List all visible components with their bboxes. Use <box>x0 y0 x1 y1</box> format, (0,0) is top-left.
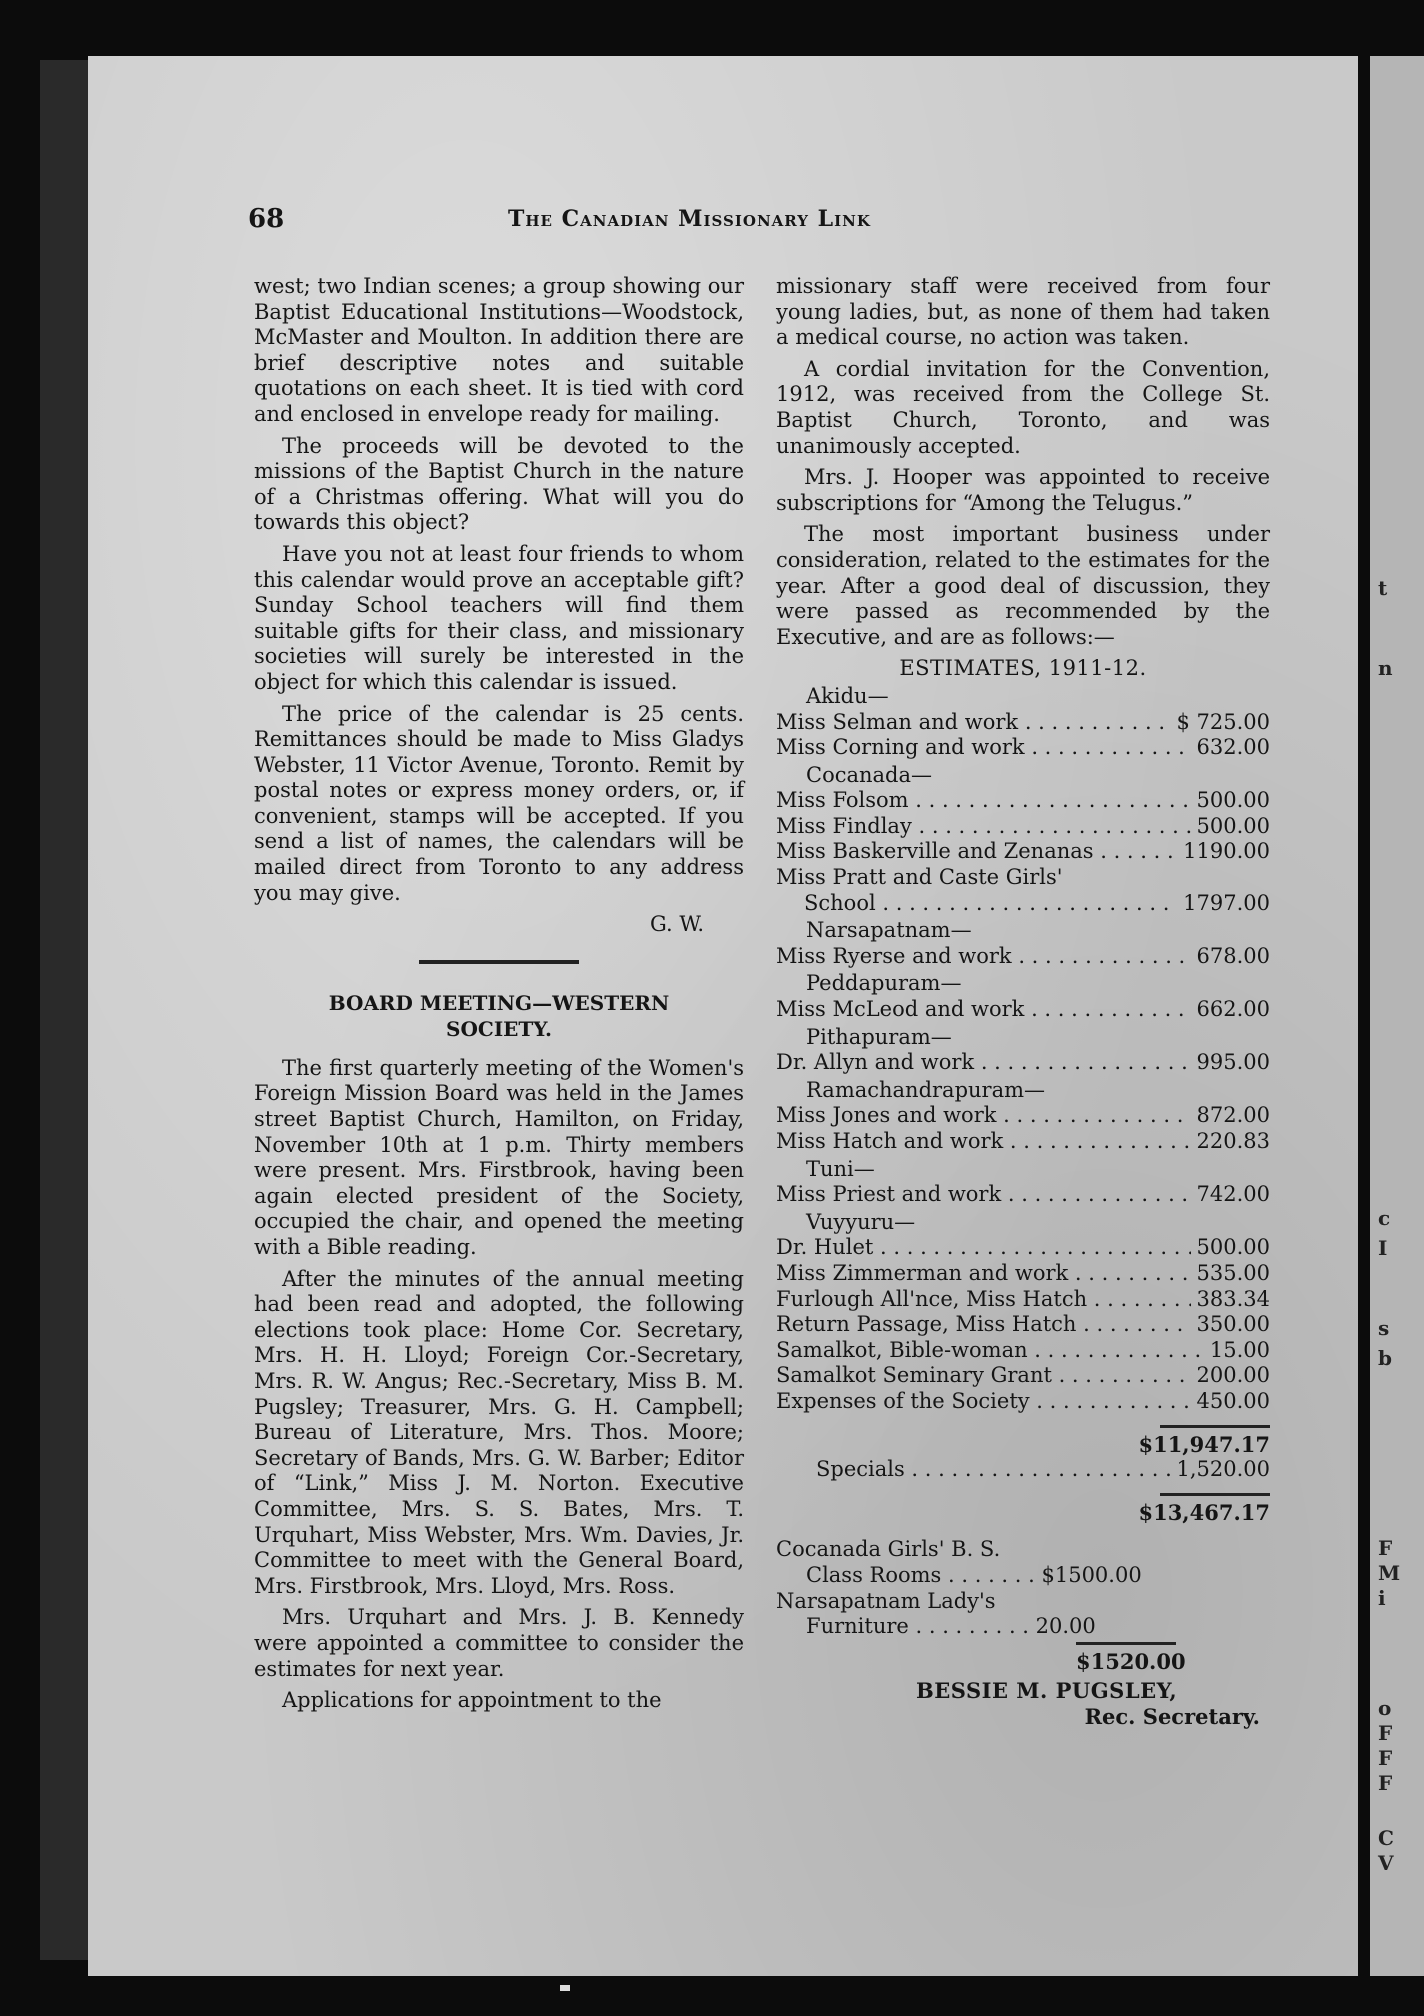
estimate-label: Samalkot Seminary Grant . . . <box>776 1363 1191 1389</box>
estimate-amount: 15.00 <box>1209 1337 1270 1362</box>
estimate-row <box>776 1050 1270 1076</box>
estimate-row <box>776 865 1270 891</box>
estimate-row <box>776 891 1270 917</box>
specials-item: Furniture . . . . . . . . . 20.00 <box>806 1614 1096 1639</box>
estimate-row <box>776 1129 1270 1155</box>
subtotal-rule <box>1160 1425 1270 1428</box>
station-heading: Tuni— <box>806 1156 875 1181</box>
section-title-line: SOCIETY. <box>446 1016 552 1041</box>
specials-item-label: Class Rooms <box>806 1562 942 1587</box>
estimate-row <box>776 997 1270 1023</box>
estimate-label: Miss Ryerse and work . . . <box>776 944 1191 970</box>
specials-item-amount: $1500.00 <box>1041 1562 1142 1587</box>
section-title-line: BOARD MEETING—WESTERN <box>328 990 670 1015</box>
estimate-row <box>776 839 1270 865</box>
page-header <box>248 204 968 244</box>
paragraph: Mrs. J. Hooper was appointed to receive subscriptions for “Among the Telugus.” <box>776 465 1270 515</box>
estimate-row <box>776 814 1270 840</box>
paragraph: Applications for appointment to the <box>282 1688 662 1713</box>
specials-amount: 1,520.00 <box>1176 1457 1270 1482</box>
estimate-amount: 1190.00 <box>1183 839 1270 864</box>
estimate-row <box>776 1235 1270 1261</box>
book-binding-edge <box>40 60 88 1960</box>
estimate-amount: 742.00 <box>1196 1182 1270 1207</box>
estimate-label: Dr. Hulet . . . <box>776 1235 1191 1261</box>
estimate-label: Miss Selman and work . . . <box>776 710 1170 736</box>
estimate-amount: 535.00 <box>1196 1260 1270 1285</box>
page-number: 68 <box>248 204 285 234</box>
estimate-row <box>776 944 1270 970</box>
estimate-label: Dr. Allyn and work . . . <box>776 1050 1191 1076</box>
specials-item: Narsapatnam Lady's <box>776 1588 996 1613</box>
estimate-label: School . . . <box>776 891 1177 917</box>
estimate-amount: 500.00 <box>1196 813 1270 838</box>
estimate-row <box>776 710 1270 736</box>
scan-mark <box>560 1985 570 1991</box>
specials-total-rule <box>1076 1642 1176 1645</box>
station-heading: Peddapuram— <box>806 971 962 996</box>
estimate-row <box>776 1363 1270 1389</box>
grand-total-rule <box>1160 1493 1270 1496</box>
specials-item: Cocanada Girls' B. S. <box>776 1537 1001 1562</box>
estimate-label: Miss Folsom . . . <box>776 788 1191 814</box>
signer-name: BESSIE M. PUGSLEY, <box>916 1678 1178 1704</box>
estimates-table <box>776 684 1270 1415</box>
estimate-label: Expenses of the Society . . . <box>776 1389 1191 1415</box>
estimate-label: Miss Zimmerman and work . . . <box>776 1261 1191 1287</box>
estimate-label: Samalkot, Bible-woman . . . <box>776 1338 1204 1364</box>
estimate-label: Miss Baskerville and Zenanas . . . <box>776 839 1177 865</box>
specials-total: $1520.00 <box>1076 1648 1186 1674</box>
article-signature: G. W. <box>650 912 704 937</box>
estimate-amount: 678.00 <box>1196 943 1270 968</box>
section-divider <box>419 960 579 964</box>
station-heading: Vuyyuru— <box>806 1209 916 1234</box>
paragraph: missionary staff were received from four young ladies, but, as none of them had taken a medical course, no action was taken. <box>776 274 1270 350</box>
station-heading: Ramachandrapuram— <box>806 1077 1046 1102</box>
estimate-row <box>776 1182 1270 1208</box>
station-heading: Akidu— <box>806 683 889 708</box>
estimate-amount: 200.00 <box>1196 1363 1270 1388</box>
estimate-amount: 662.00 <box>1196 997 1270 1022</box>
section-title <box>254 990 744 1042</box>
grand-total-amount: $13,467.17 <box>1138 1499 1270 1525</box>
station-heading: Cocanada— <box>806 762 932 787</box>
paragraph: Mrs. Urquhart and Mrs. J. B. Kennedy were appointed a committee to consider the estimates for next year. <box>254 1605 744 1681</box>
right-column <box>776 274 1270 1729</box>
signer-role: Rec. Secretary. <box>1084 1703 1260 1729</box>
estimate-label: Miss McLeod and work . . . <box>776 997 1191 1023</box>
estimate-label: Miss Priest and work . . . <box>776 1182 1191 1208</box>
estimate-amount <box>1264 865 1270 891</box>
paragraph: A cordial invitation for the Convention, 1912, was received from the College St. Baptist Church, Toronto, and was unanimously accepted. <box>776 356 1270 458</box>
estimate-label: Miss Hatch and work . . . <box>776 1129 1191 1155</box>
estimate-amount: 383.34 <box>1196 1286 1270 1311</box>
estimate-row <box>776 1389 1270 1415</box>
estimate-amount: 1797.00 <box>1183 890 1270 915</box>
estimate-amount: 500.00 <box>1196 788 1270 813</box>
specials-row <box>776 1457 1270 1483</box>
left-column <box>254 274 744 1720</box>
estimate-label: Miss Corning and work . . . <box>776 735 1191 761</box>
paragraph: After the minutes of the annual meeting had been read and adopted, the following elections took place: Home Cor. Secretary, Mrs. H. H. Lloyd; Foreign Cor.-Secretary, Mrs. R. W. Angus; Rec.-Secretary, Miss B. M. Pugsley; Treasurer, Mrs. G. H. Campbell; Bureau of Literature, Mrs. Thos. Moore; Secretary of Bands, Mrs. G. W. Barber; Editor of “Link,” Miss J. M. Norton. Executive Committee, Mrs. S. S. Bates, Mrs. T. Urquhart, Miss Webster, Mrs. Wm. Davies, Jr. Committee to meet with the General Board, Mrs. Firstbrook, Mrs. Lloyd, Mrs. Ross. <box>254 1266 744 1598</box>
estimate-amount: $ 725.00 <box>1176 709 1270 734</box>
running-title: The Canadian Missionary Link <box>508 206 871 232</box>
estimate-amount: 220.83 <box>1196 1129 1270 1153</box>
estimate-row <box>776 735 1270 761</box>
specials-item: Class Rooms . . . . . . . $1500.00 <box>806 1562 1142 1587</box>
paragraph: The proceeds will be devoted to the missions of the Baptist Church in the nature of a Christmas offering. What will you do towards this object? <box>254 433 744 535</box>
paragraph: Have you not at least four friends to whom this calendar would prove an acceptable gift? Sunday School teachers will find them suitable gifts for their class, and missionary societies will surely be interested in the object for which this calendar is issued. <box>254 541 744 694</box>
station-heading: Pithapuram— <box>806 1024 952 1049</box>
specials-breakdown <box>776 1537 1186 1674</box>
station-heading: Narsapatnam— <box>806 918 972 943</box>
estimate-row <box>776 788 1270 814</box>
estimate-amount: 632.00 <box>1196 735 1270 760</box>
paragraph: The first quarterly meeting of the Women's Foreign Mission Board was held in the James street Baptist Church, Hamilton, on Friday, November 10th at 1 p.m. Thirty members were present. Mrs. Firstbrook, having been again elected president of the Society, occupied the chair, and opened the meeting with a Bible reading. <box>254 1055 744 1259</box>
estimate-label: Furlough All'nce, Miss Hatch . . . <box>776 1287 1191 1313</box>
estimate-row <box>776 1287 1270 1313</box>
estimate-amount: 350.00 <box>1196 1312 1270 1337</box>
estimate-label: Miss Jones and work . . . <box>776 1103 1191 1129</box>
specials-item-label: Furniture <box>806 1614 909 1639</box>
estimate-amount: 500.00 <box>1196 1235 1270 1260</box>
estimate-label: Miss Pratt and Caste Girls' <box>776 865 1063 890</box>
paragraph: The price of the calendar is 25 cents. Remittances should be made to Miss Gladys Webster, 11 Victor Avenue, Toronto. Remit by postal notes or express money orders, or, if convenient, stamps will be accepted. If you send a list of names, the calendars will be mailed direct from Toronto to any address you may give. <box>254 701 744 905</box>
estimate-label: Miss Findlay . . . <box>776 814 1191 840</box>
estimate-amount: 450.00 <box>1196 1388 1270 1413</box>
specials-label: Specials . . . <box>816 1457 1176 1483</box>
subtotal-amount: $11,947.17 <box>1138 1431 1270 1457</box>
paragraph: The most important business under consideration, related to the estimates for the year. After a good deal of discussion, they were passed as recommended by the Executive, and are as follows:— <box>776 522 1270 649</box>
estimate-amount: 995.00 <box>1196 1050 1270 1075</box>
estimate-row <box>776 1312 1270 1338</box>
estimate-label: Return Passage, Miss Hatch . . . <box>776 1312 1191 1338</box>
paragraph: west; two Indian scenes; a group showing our Baptist Educational Institutions—Woodstock, McMaster and Moulton. In addition there are brief descriptive notes and suitable quotations on each sheet. It is tied with cord and enclosed in envelope ready for mailing. <box>254 274 744 426</box>
estimate-row <box>776 1261 1270 1287</box>
estimates-title: ESTIMATES, 1911-12. <box>899 656 1147 681</box>
estimate-row <box>776 1338 1270 1364</box>
adjacent-page-edge: t n c I s b F M i o F F F C V <box>1370 56 1424 1976</box>
estimate-row <box>776 1103 1270 1129</box>
specials-item-amount: 20.00 <box>1035 1614 1096 1639</box>
estimate-amount: 872.00 <box>1196 1103 1270 1128</box>
